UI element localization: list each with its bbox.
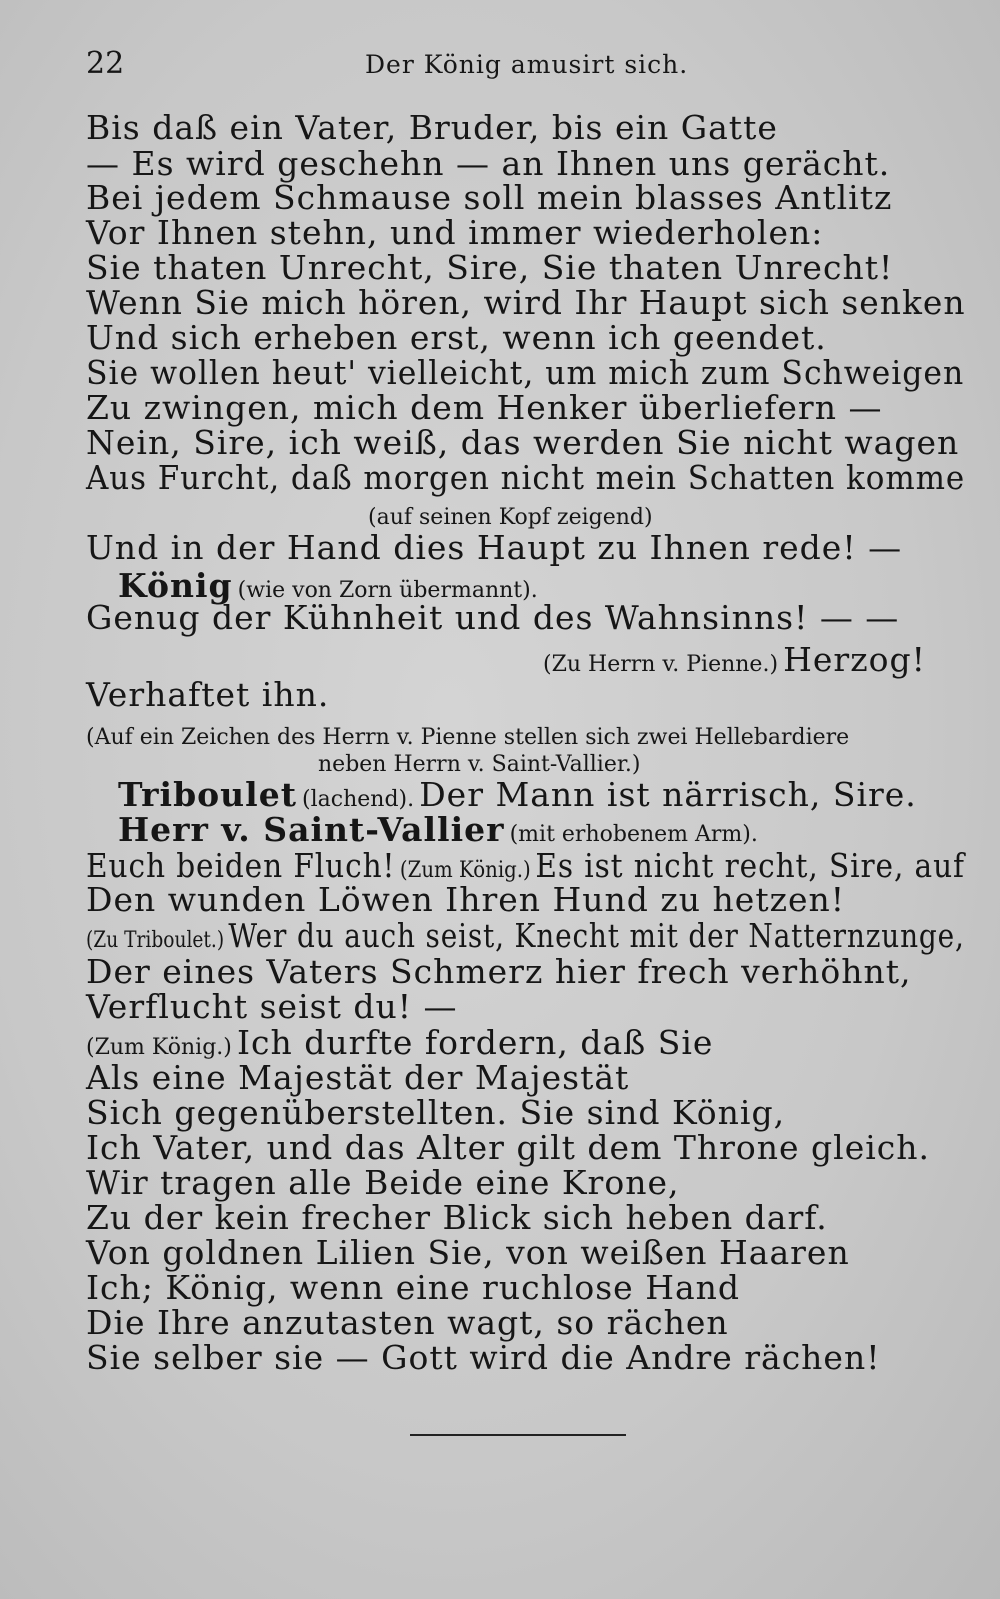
verse-line: Verflucht seist du! — — [86, 987, 458, 1026]
verse-line: Aus Furcht, daß morgen nicht mein Schatten komme — [86, 458, 966, 497]
verse-line: Den wunden Löwen Ihren Hund zu hetzen! — [86, 880, 846, 919]
verse-line: Ich; König, wenn eine ruchlose Hand — [86, 1268, 741, 1307]
verse-text: Der Mann ist närrisch, Sire. — [419, 775, 917, 814]
stage-direction: (mit erhobenem Arm). — [509, 822, 758, 847]
verse-line: Bis daß ein Vater, Bruder, bis ein Gatte — [86, 108, 778, 147]
verse-text: Euch beiden Fluch! — [86, 846, 396, 885]
page-number: 22 — [86, 46, 125, 81]
verse-text: Herzog! — [783, 640, 926, 679]
stage-direction: (lachend). — [302, 787, 415, 812]
verse-line — [543, 640, 926, 679]
verse-line: Sie wollen heut' vielleicht, um mich zum Schweigen — [86, 353, 965, 392]
verse-line: Sie selber sie — Gott wird die Andre rächen! — [86, 1338, 881, 1377]
verse-line: Genug der Kühnheit und des Wahnsinns! — — — [86, 598, 900, 637]
stage-direction: (Zu Triboulet.) — [86, 928, 225, 953]
verse-line: Wir tragen alle Beide eine Krone, — [86, 1163, 680, 1202]
verse-line: Sie thaten Unrecht, Sire, Sie thaten Unrecht! — [86, 248, 894, 287]
verse-text: Es ist nicht recht, Sire, auf — [535, 846, 965, 885]
verse-line: Und in der Hand dies Haupt zu Ihnen rede! — — [86, 528, 903, 567]
verse-line: Als eine Majestät der Majestät — [86, 1058, 630, 1097]
speaker-name: Triboulet — [118, 775, 297, 814]
verse-line — [86, 916, 965, 955]
verse-line — [86, 1023, 713, 1062]
stage-direction: (auf seinen Kopf zeigend) — [368, 505, 653, 530]
speaker-name: König — [118, 566, 233, 605]
verse-line: Bei jedem Schmause soll mein blasses Antlitz — [86, 178, 893, 217]
verse-line: Vor Ihnen stehn, und immer wiederholen: — [86, 213, 824, 252]
verse-line: Verhaftet ihn. — [86, 675, 330, 714]
stage-direction: (Auf ein Zeichen des Herrn v. Pienne stellen sich zwei Hellebardiere — [86, 725, 850, 750]
verse-line: Der eines Vaters Schmerz hier frech verhöhnt, — [86, 952, 912, 991]
verse-line: Zu zwingen, mich dem Henker überliefern — — [86, 388, 883, 427]
speaker-name: Herr v. Saint-Vallier — [118, 810, 505, 849]
speaker-line — [118, 810, 758, 849]
stage-direction: (wie von Zorn übermannt). — [237, 578, 538, 603]
verse-line: Wenn Sie mich hören, wird Ihr Haupt sich senken — [86, 283, 966, 322]
verse-line: Zu der kein frecher Blick sich heben darf. — [86, 1198, 828, 1237]
verse-line: Nein, Sire, ich weiß, das werden Sie nicht wagen — [86, 423, 960, 462]
verse-text: Wer du auch seist, Knecht mit der Natternzunge, — [228, 916, 965, 955]
stage-direction: neben Herrn v. Saint-Vallier.) — [318, 752, 641, 777]
verse-line: Die Ihre anzutasten wagt, so rächen — [86, 1303, 729, 1342]
verse-line: Und sich erheben erst, wenn ich geendet. — [86, 318, 827, 357]
verse-line: Von goldnen Lilien Sie, von weißen Haaren — [86, 1233, 850, 1272]
verse-line: Ich Vater, und das Alter gilt dem Throne gleich. — [86, 1128, 931, 1167]
stage-direction: (Zu Herrn v. Pienne.) — [543, 652, 779, 677]
verse-text: Ich durfte fordern, daß Sie — [236, 1023, 714, 1062]
stage-direction: (Zum König.) — [86, 1035, 232, 1060]
running-title: Der König amusirt sich. — [365, 50, 689, 79]
end-rule — [410, 1434, 626, 1436]
speaker-line — [118, 775, 917, 814]
stage-direction: (Zum König.) — [399, 858, 531, 883]
verse-line: — Es wird geschehn — an Ihnen uns gerächt. — [86, 144, 891, 183]
verse-line: Sich gegenüberstellten. Sie sind König, — [86, 1093, 786, 1132]
